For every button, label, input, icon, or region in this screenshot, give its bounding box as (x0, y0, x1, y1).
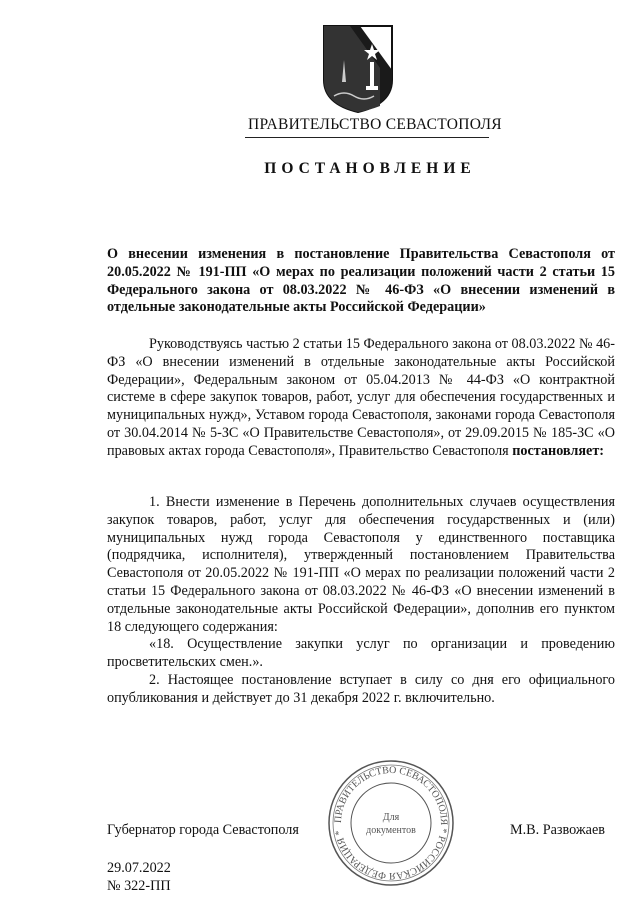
svg-text:документов: документов (366, 825, 416, 836)
svg-text:ПРАВИТЕЛЬСТВО СЕВАСТОПОЛЯ * РО: ПРАВИТЕЛЬСТВО СЕВАСТОПОЛЯ * РОССИЙСКАЯ ФЕДЕРАЦИЯ * (332, 764, 450, 882)
item-1: 1. Внести изменение в Перечень дополнительных случаев осуществления закупок товаров, работ, услуг для обеспечения государственных и (или) муниципальных нужд города Севастополя у единственного поставщика (подрядчика, исполнителя), утвержденный постановлением Правительства Севастополя от 20.05.2022 № 191-ПП «О мерах по реализации положений части 2 статьи 15 Федерального закона от 08.03.2022 № 46-ФЗ «О внесении изменений в отдельные законодательные акты Российской Федерации», дополнив его пунктом 18 следующего содержания: (107, 494, 615, 635)
svg-text:Для: Для (382, 812, 400, 823)
title-underline (245, 137, 489, 138)
document-subject: О внесении изменения в постановление Правительства Севастополя от 20.05.2022 № 191-ПП «О мерах по реализации положений части 2 статьи 15 Федерального закона от 08.03.2022 № 46-ФЗ «О внесении изменений в отдельные законодательные акты Российской Федерации» (107, 246, 615, 316)
item-2: 2. Настоящее постановление вступает в силу со дня его официального опубликования и действует до 31 декабря 2022 г. включительно. (107, 671, 615, 706)
document-number: № 322-ПП (107, 878, 171, 894)
resolution-items (107, 494, 615, 708)
preamble-text: Руководствуясь частью 2 статьи 15 Федерального закона от 08.03.2022 № 46-ФЗ «О внесении изменений в отдельные законодательные акты Российской Федерации», Федеральным законом от 05.04.2013 № 44-ФЗ «О контрактной системе в сфере закупок товаров, работ, услуг для обеспечения государственных и муниципальных нужд», Уставом города Севастополя, законами города Севастополя от 30.04.2014 № 5-ЗС «О Правительстве Севастополя», от 29.09.2015 № 185-ЗС «О правовых актах города Севастополя», Правительство Севастополя (107, 336, 615, 459)
signatory-position: Губернатор города Севастополя (107, 822, 299, 838)
preamble-decision-word: постановляет: (512, 442, 605, 459)
item-1-quote: «18. Осуществление закупки услуг по организации и проведению просветительских смен.». (107, 636, 615, 671)
coat-of-arms-emblem (320, 22, 396, 114)
document-type: ПОСТАНОВЛЕНИЕ (264, 160, 476, 177)
signatory-name: М.В. Развожаев (510, 822, 605, 838)
government-title: ПРАВИТЕЛЬСТВО СЕВАСТОПОЛЯ (248, 116, 502, 133)
official-stamp (326, 758, 456, 888)
preamble (107, 336, 615, 461)
document-date: 29.07.2022 (107, 860, 171, 876)
